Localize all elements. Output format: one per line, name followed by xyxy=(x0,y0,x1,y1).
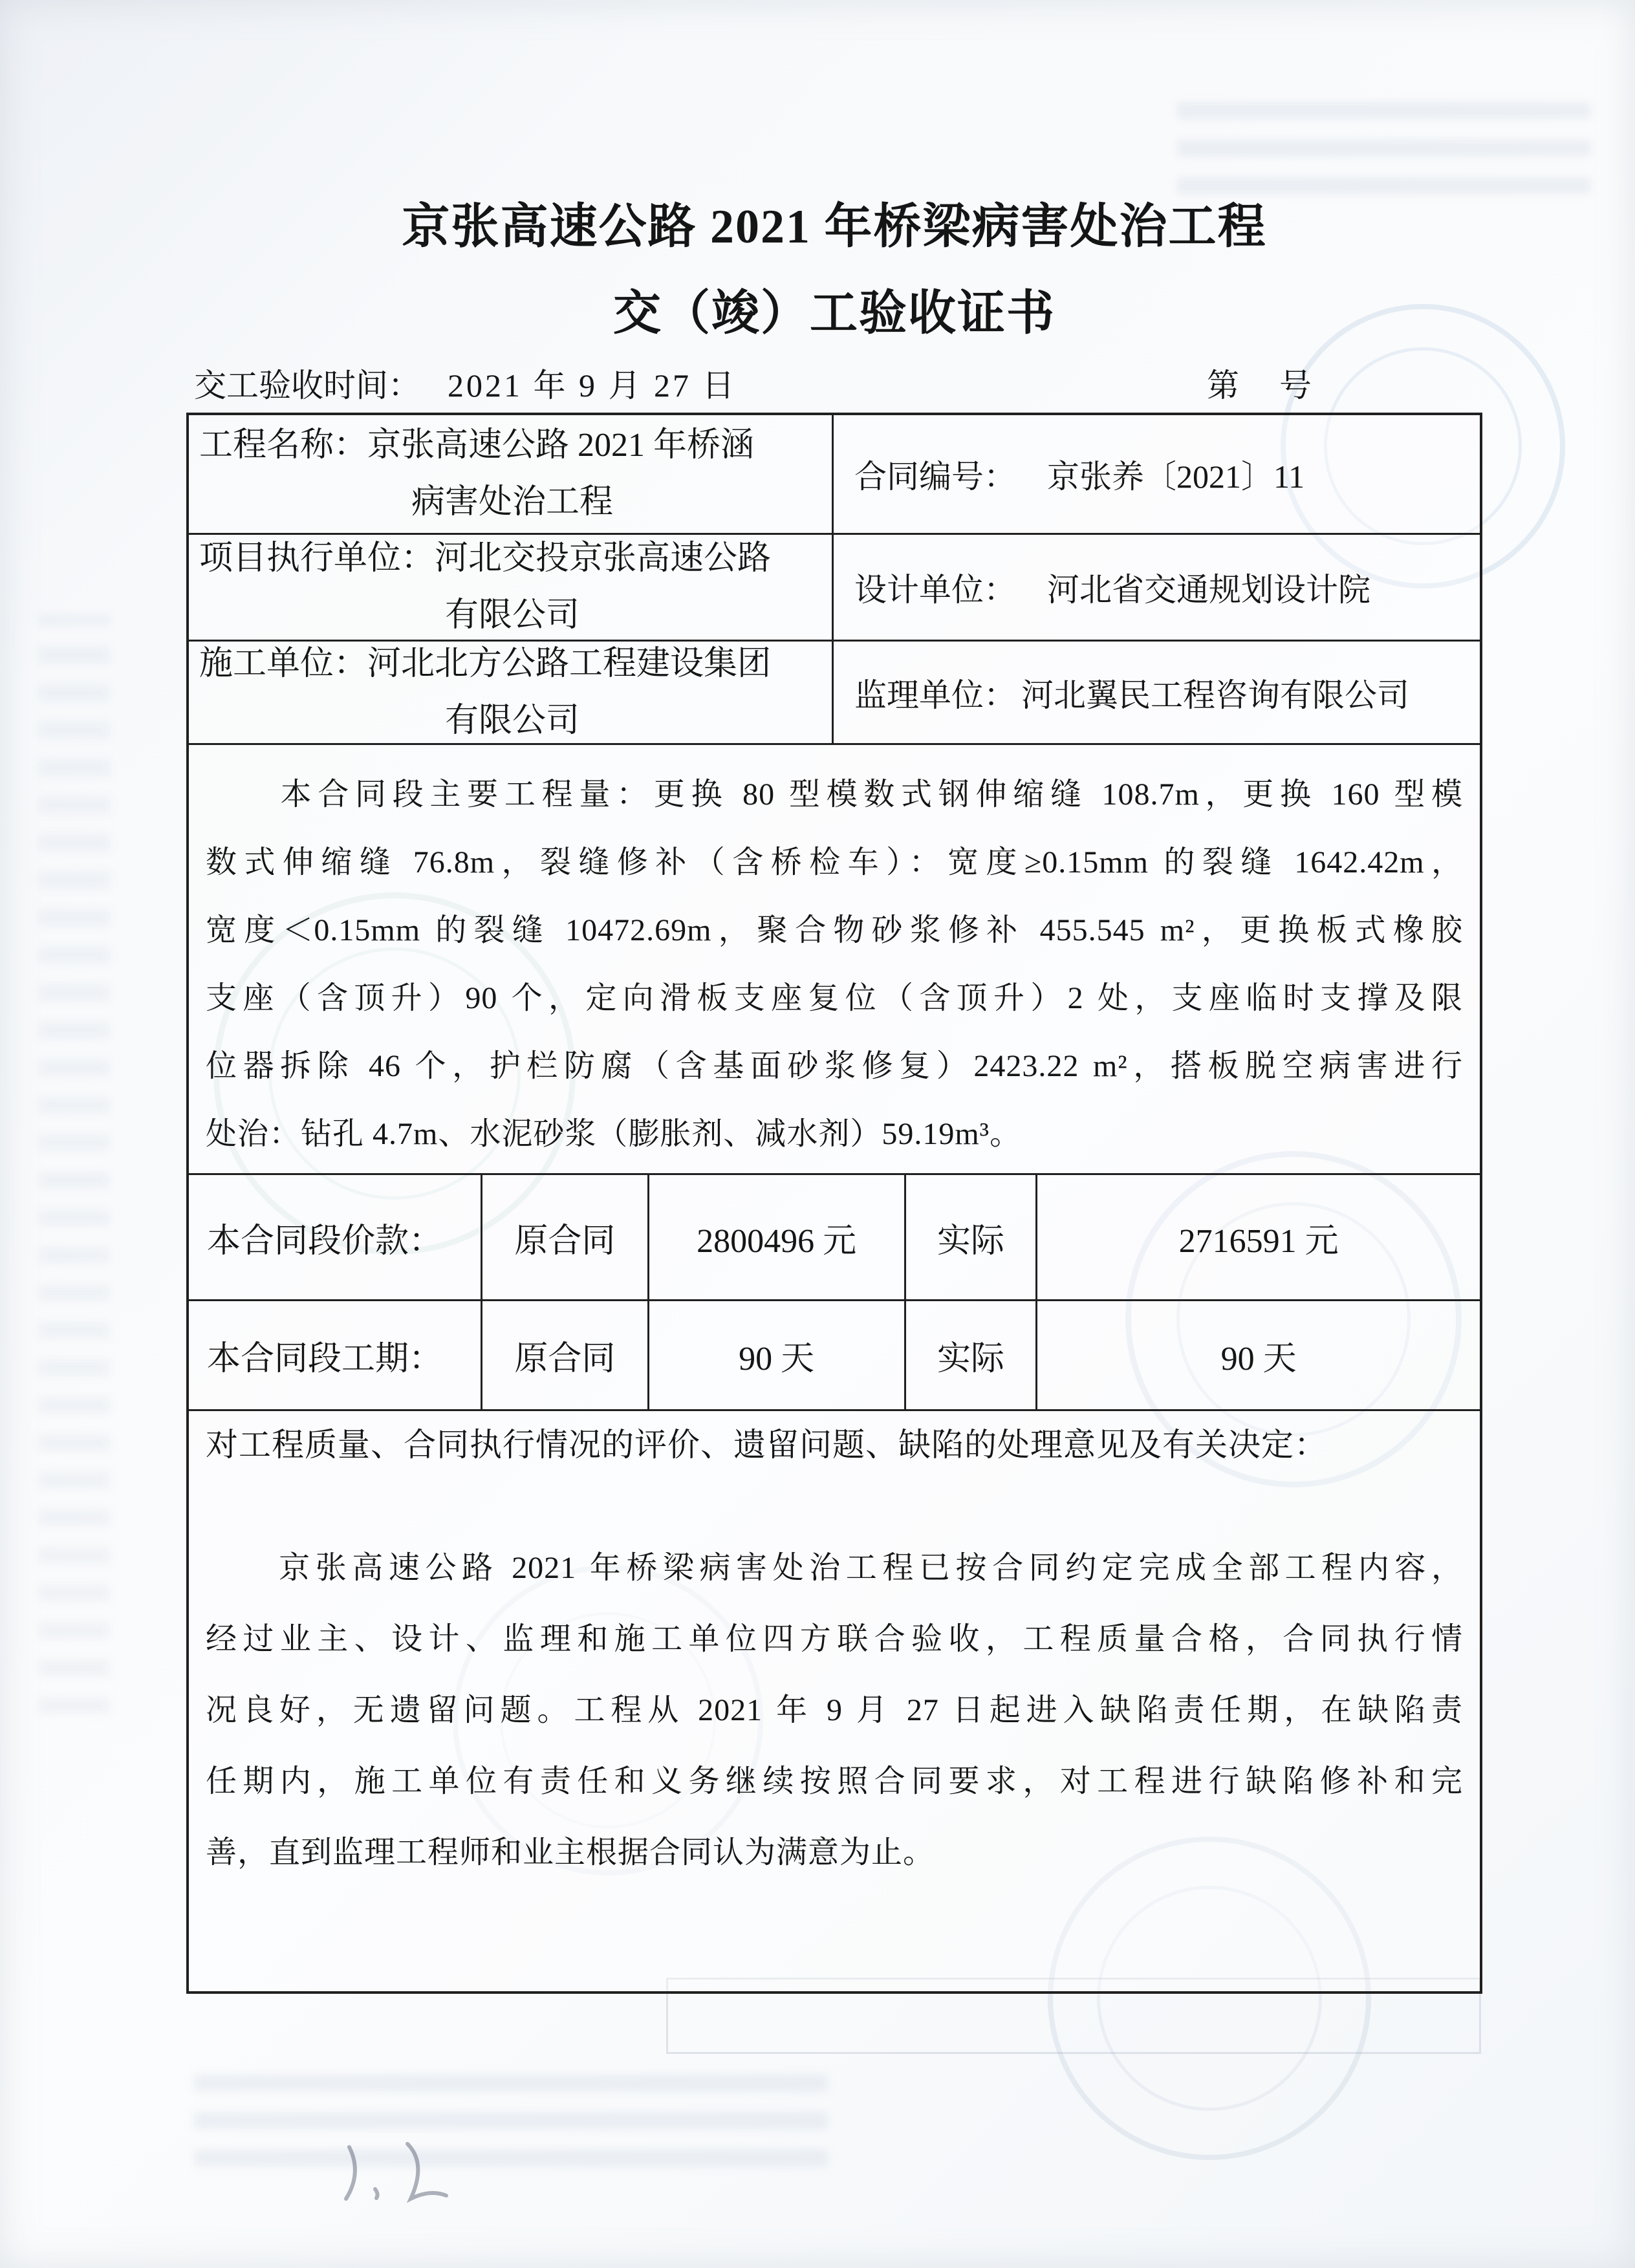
quantities-line: 本合同段主要工程量：更换 80 型模数式钢伸缩缝 108.7m，更换 160 型模 xyxy=(206,777,1463,812)
acceptance-time xyxy=(194,360,737,406)
evaluation-body xyxy=(206,1533,1463,1888)
document-title-line2: 交（竣）工验收证书 xyxy=(613,287,1056,340)
evaluation-line: 任期内，施工单位有责任和义务继续按照合同要求，对工程进行缺陷修补和完 xyxy=(206,1764,1463,1798)
acceptance-header-row xyxy=(186,367,1482,413)
table-row-main-quantities xyxy=(189,743,1480,1173)
design-unit-value: 河北省交通规划设计院 xyxy=(1047,572,1370,608)
contract-price-label: 本合同段价款： xyxy=(207,1222,443,1260)
supervision-unit-label: 监理单位： xyxy=(854,676,1016,713)
table-row-construction-unit xyxy=(189,640,1480,743)
construction-unit-cell xyxy=(189,642,832,743)
table-row-project-name xyxy=(189,415,1480,533)
acceptance-time-label: 交工验收时间： xyxy=(194,367,420,404)
construction-unit-line2: 有限公司 xyxy=(444,702,579,739)
design-unit-label: 设计单位： xyxy=(854,572,1016,608)
executing-unit-cell xyxy=(189,535,832,640)
contract-duration-original-label: 原合同 xyxy=(481,1301,647,1409)
acceptance-time-value: 2021 年 9 月 27 日 xyxy=(448,367,737,404)
quantities-line: 宽度＜0.15mm 的裂缝 10472.69m，聚合物砂浆修补 455.545 m²，更换板式橡胶 xyxy=(206,913,1463,947)
table-row-evaluation xyxy=(189,1409,1480,1991)
bleed-through-left-edge xyxy=(39,614,110,1714)
contract-duration-original-value: 90 天 xyxy=(647,1301,904,1409)
serial-number: 第 号 xyxy=(1207,367,1316,404)
table-row-contract-duration xyxy=(189,1299,1480,1409)
contract-duration-label: 本合同段工期： xyxy=(207,1341,443,1377)
contract-number-cell xyxy=(832,415,1480,533)
contract-price-actual-value: 2716591 元 xyxy=(1035,1175,1480,1299)
contract-duration-actual-label: 实际 xyxy=(904,1301,1036,1409)
supervision-unit-cell xyxy=(832,642,1480,743)
contract-number-label: 合同编号： xyxy=(854,459,1016,495)
supervision-unit-value: 河北翼民工程咨询有限公司 xyxy=(1021,676,1409,713)
project-name-line1: 工程名称：京张高速公路 2021 年桥涵 xyxy=(199,427,755,464)
contract-price-original-label: 原合同 xyxy=(481,1175,647,1299)
contract-price-actual-label: 实际 xyxy=(904,1175,1036,1299)
quantities-line: 数式伸缩缝 76.8m，裂缝修补（含桥检车）：宽度≥0.15mm 的裂缝 1642.42m， xyxy=(206,845,1463,880)
handwritten-mark xyxy=(330,2128,498,2218)
design-unit-cell xyxy=(832,535,1480,640)
evaluation-heading: 对工程质量、合同执行情况的评价、遗留问题、缺陷的处理意见及有关决定： xyxy=(206,1427,1327,1463)
bleed-through-bottom xyxy=(194,2057,828,2166)
acceptance-table xyxy=(186,413,1482,1994)
contract-number-value: 京张养〔2021〕11 xyxy=(1047,459,1305,495)
document-title-line1: 京张高速公路 2021 年桥梁病害处治工程 xyxy=(402,200,1267,254)
project-name-cell xyxy=(189,415,832,533)
evaluation-line: 经过业主、设计、监理和施工单位四方联合验收，工程质量合格，合同执行情 xyxy=(206,1622,1463,1656)
quantities-line: 位器拆除 46 个，护栏防腐（含基面砂浆修复）2423.22 m²，搭板脱空病害进行 xyxy=(206,1049,1463,1083)
executing-unit-line2: 有限公司 xyxy=(444,597,579,634)
evaluation-line: 京张高速公路 2021 年桥梁病害处治工程已按合同约定完成全部工程内容， xyxy=(206,1551,1463,1585)
document-content xyxy=(186,0,1482,1994)
quantities-line: 处治：钻孔 4.7m、水泥砂浆（膨胀剂、减水剂）59.19m³。 xyxy=(206,1117,1022,1151)
table-row-executing-unit xyxy=(189,533,1480,640)
quantities-line: 支座（含顶升）90 个，定向滑板支座复位（含顶升）2 处，支座临时支撑及限 xyxy=(206,981,1463,1015)
evaluation-line: 况良好，无遗留问题。工程从 2021 年 9 月 27 日起进入缺陷责任期，在缺陷责 xyxy=(206,1693,1463,1727)
contract-duration-actual-value: 90 天 xyxy=(1035,1301,1480,1409)
contract-price-original-value: 2800496 元 xyxy=(647,1175,904,1299)
construction-unit-line1: 施工单位：河北北方公路工程建设集团 xyxy=(199,645,772,682)
table-row-contract-price xyxy=(189,1173,1480,1299)
executing-unit-line1: 项目执行单位：河北交投京张高速公路 xyxy=(199,540,772,577)
project-name-line2: 病害处治工程 xyxy=(411,484,613,521)
evaluation-line: 善，直到监理工程师和业主根据合同认为满意为止。 xyxy=(206,1835,935,1870)
